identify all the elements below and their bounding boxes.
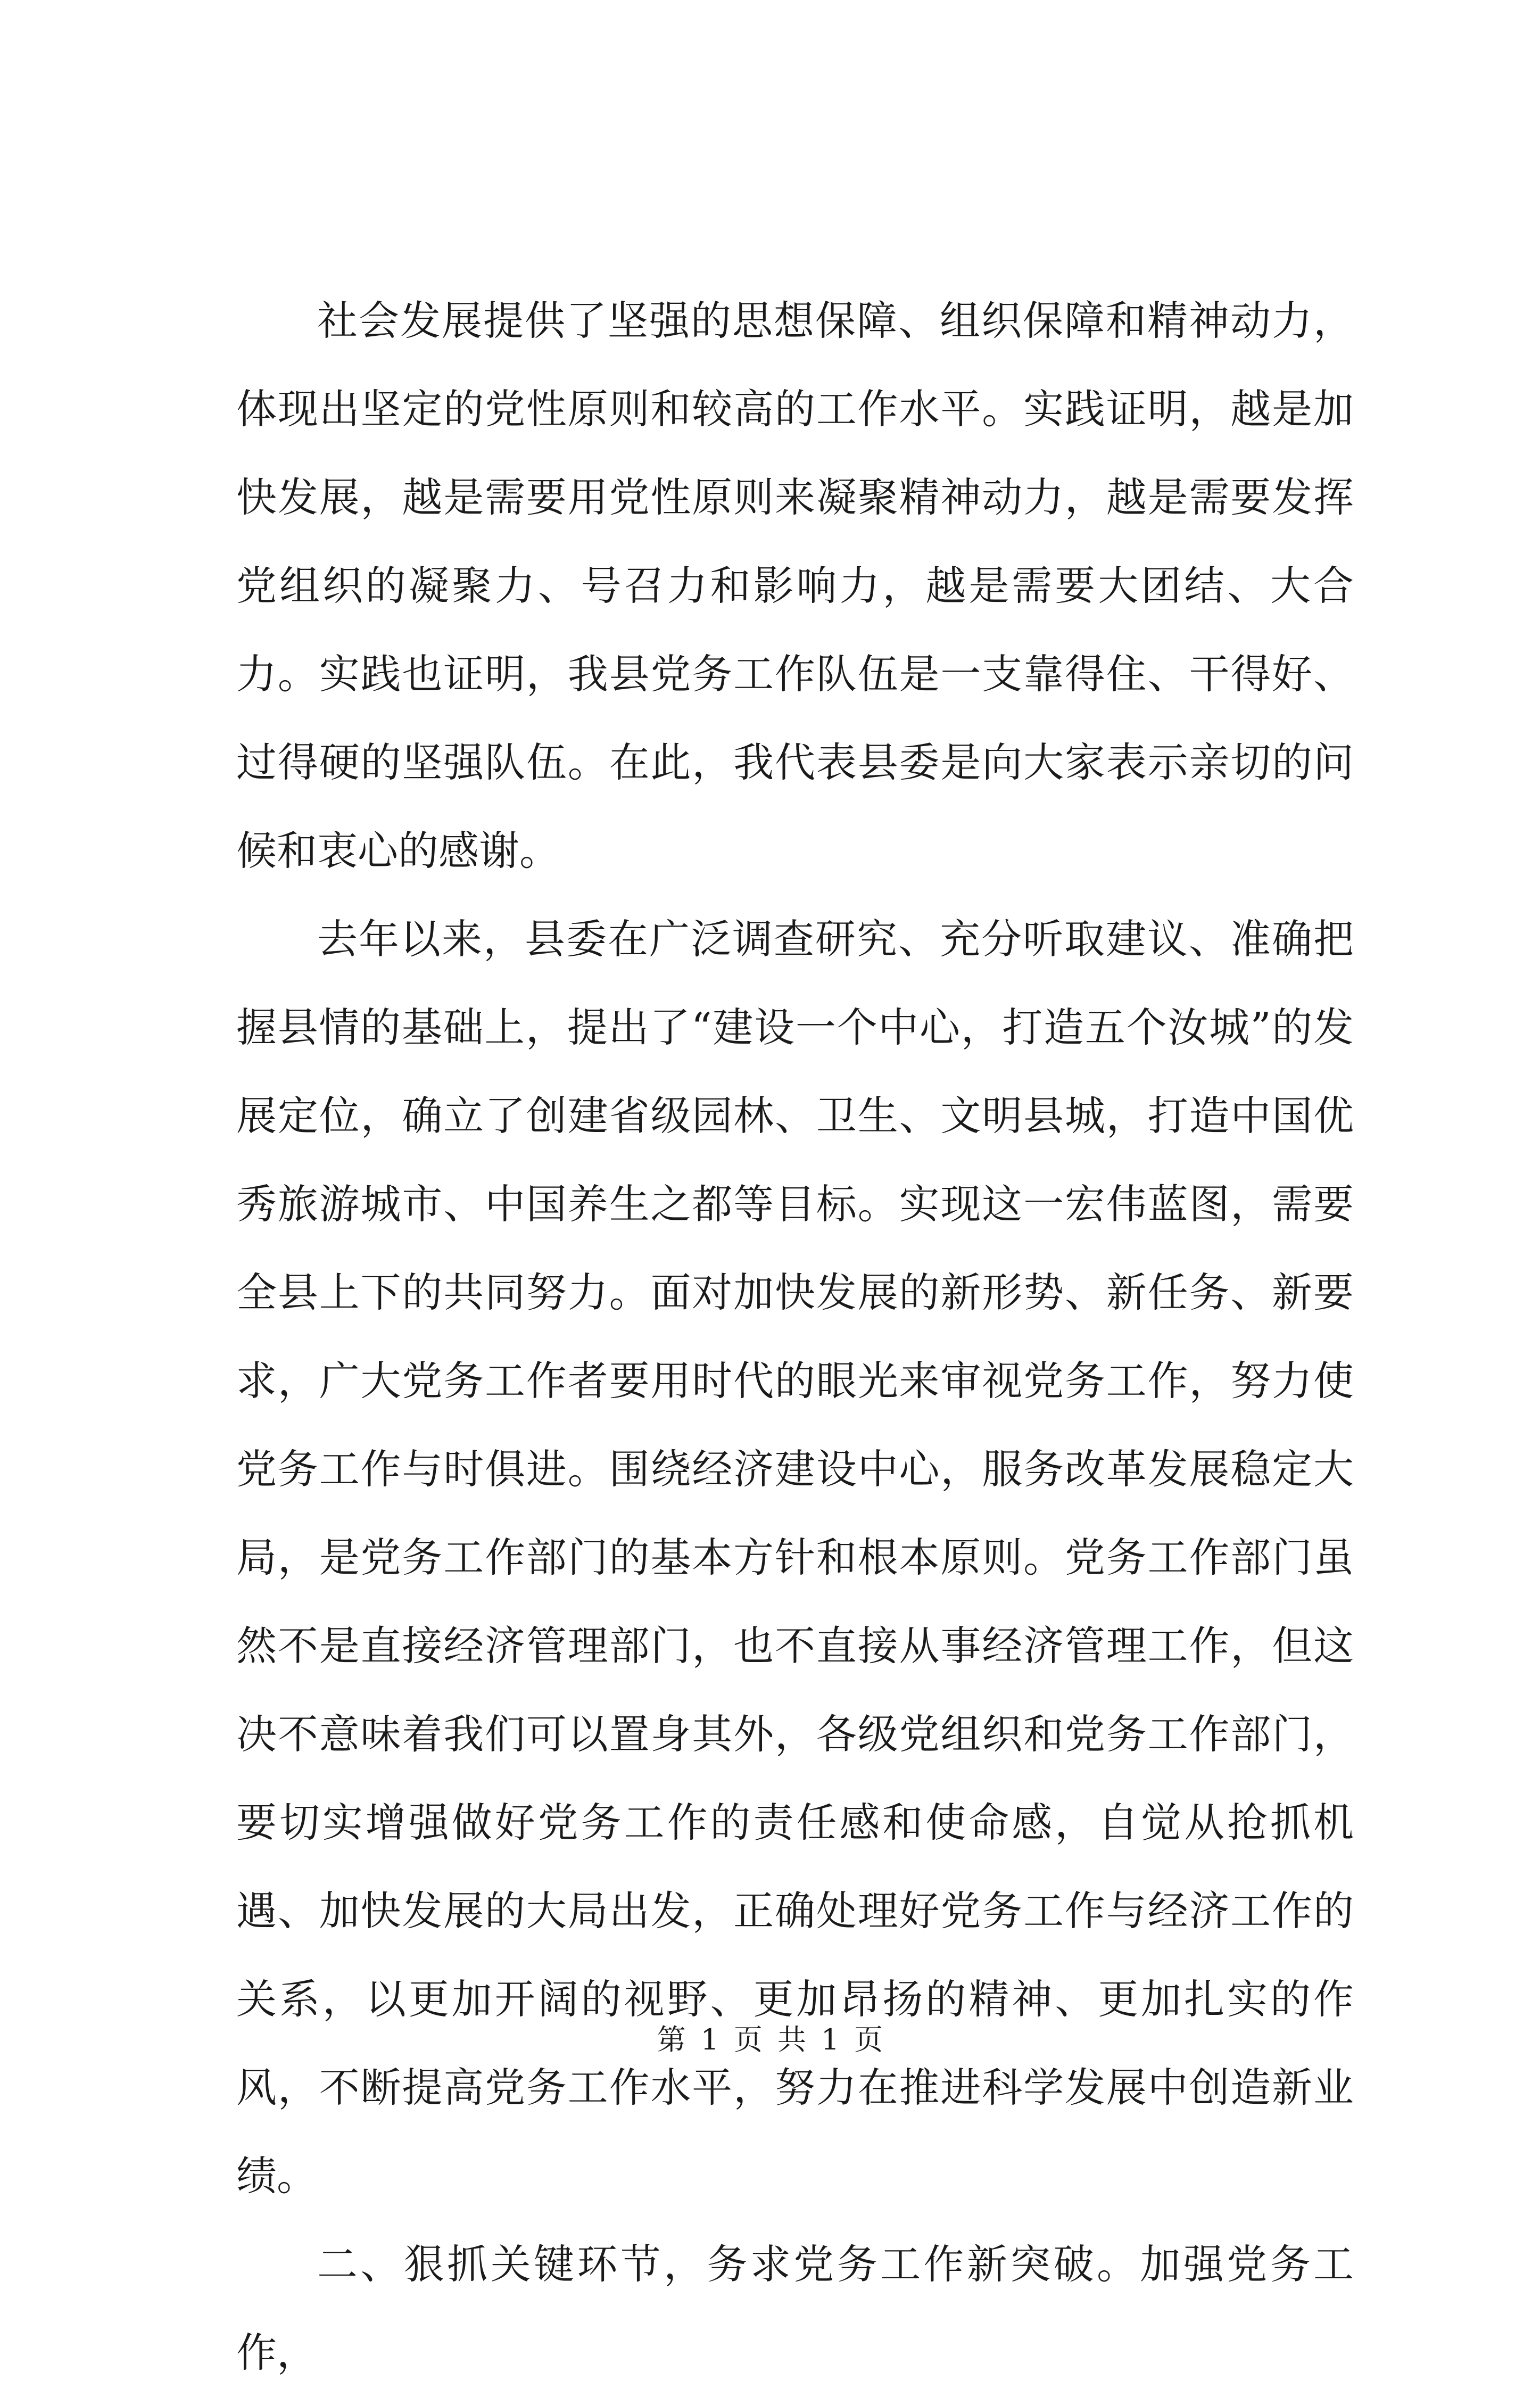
paragraph-1: 社会发展提供了坚强的思想保障、组织保障和精神动力，体现出坚定的党性原则和较高的工作水平。实践证明，越是加快发展，越是需要用党性原则来凝聚精神动力，越是需要发挥党组织的凝聚力、号召力和影响力，越是需要大团结、大合力。实践也证明，我县党务工作队伍是一支靠得住、干得好、过得硬的坚强队伍。在此，我代表县委是向大家表示亲切的问候和衷心的感谢。 (236, 297, 1354, 874)
page-number-footer: 第 1 页 共 1 页 (657, 2023, 883, 2056)
paragraph-2: 去年以来，县委在广泛调查研究、充分听取建议、准确把握县情的基础上，提出了“建设一个中心，打造五个汝城”的发展定位，确立了创建省级园林、卫生、文明县城，打造中国优秀旅游城市、中国养生之都等目标。实现这一宏伟蓝图，需要全县上下的共同努力。面对加快发展的新形势、新任务、新要求，广大党务工作者要用时代的眼光来审视党务工作，努力使党务工作与时俱进。围绕经济建设中心，服务改革发展稳定大局，是党务工作部门的基本方针和根本原则。党务工作部门虽然不是直接经济管理部门，也不直接从事经济管理工作，但这决不意味着我们可以置身其外，各级党组织和党务工作部门，要切实增强做好党务工作的责任感和使命感，自觉从抢抓机遇、加快发展的大局出发，正确处理好党务工作与经济工作的关系，以更加开阔的视野、更加昂扬的精神、更加扎实的作风，不断提高党务工作水平，努力在推进科学发展中创造新业绩。 (236, 915, 1354, 2200)
document-body (236, 277, 1354, 2397)
paragraph-3: 二、狠抓关键环节，务求党务工作新突破。加强党务工作， (236, 2241, 1354, 2376)
